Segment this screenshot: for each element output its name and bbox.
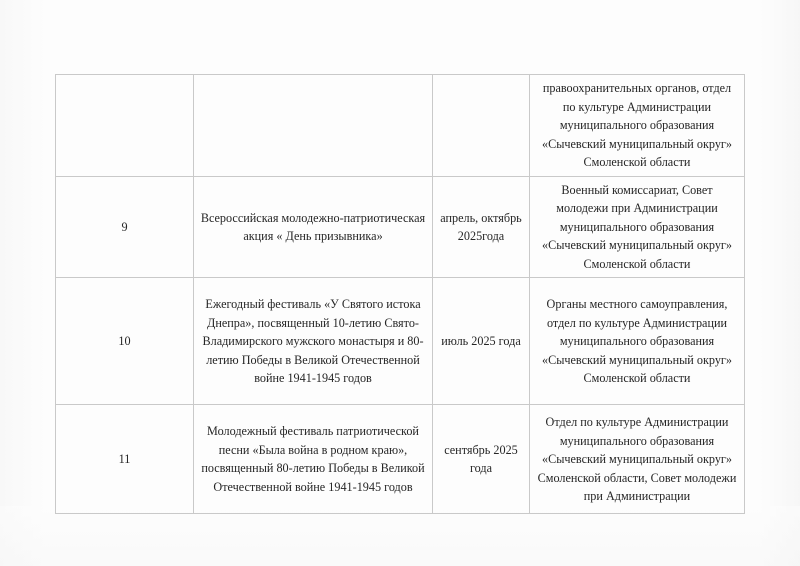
cell-number: 11 (56, 405, 194, 514)
table-row (56, 75, 745, 177)
table-row (56, 278, 745, 405)
cell-date (433, 75, 530, 177)
cell-number: 10 (56, 278, 194, 405)
scan-edge-bottom (0, 506, 800, 566)
scan-edge-right (760, 0, 800, 566)
cell-organizer: Отдел по культуре Администрации муниципального образования «Сычевский муниципальный округ» Смоленской области, Совет молодежи при Администрации (530, 405, 745, 514)
scan-edge-left (0, 0, 46, 566)
cell-event (194, 75, 433, 177)
table-row (56, 176, 745, 278)
cell-date: июль 2025 года (433, 278, 530, 405)
cell-date: апрель, октябрь 2025года (433, 176, 530, 278)
cell-organizer: Военный комиссариат, Совет молодежи при Администрации муниципального образования «Сычевский муниципальный округ» Смоленской области (530, 176, 745, 278)
cell-number (56, 75, 194, 177)
table-row (56, 405, 745, 514)
cell-number: 9 (56, 176, 194, 278)
cell-organizer: правоохранительных органов, отдел по культуре Администрации муниципального образования «Сычевский муниципальный округ» Смоленской области (530, 75, 745, 177)
cell-event: Молодежный фестиваль патриотической песни «Была война в родном краю», посвященный 80-летию Победы в Великой Отечественной войне 1941-1945 годов (194, 405, 433, 514)
cell-event: Ежегодный фестиваль «У Святого истока Днепра», посвященный 10-летию Свято-Владимирского мужского монастыря и 80-летию Победы в Великой Отечественной войне 1941-1945 годов (194, 278, 433, 405)
cell-date: сентябрь 2025 года (433, 405, 530, 514)
events-table (55, 74, 745, 514)
cell-organizer: Органы местного самоуправления, отдел по культуре Администрации муниципального образования «Сычевский муниципальный округ» Смоленской области (530, 278, 745, 405)
cell-event: Всероссийская молодежно-патриотическая акция « День призывника» (194, 176, 433, 278)
